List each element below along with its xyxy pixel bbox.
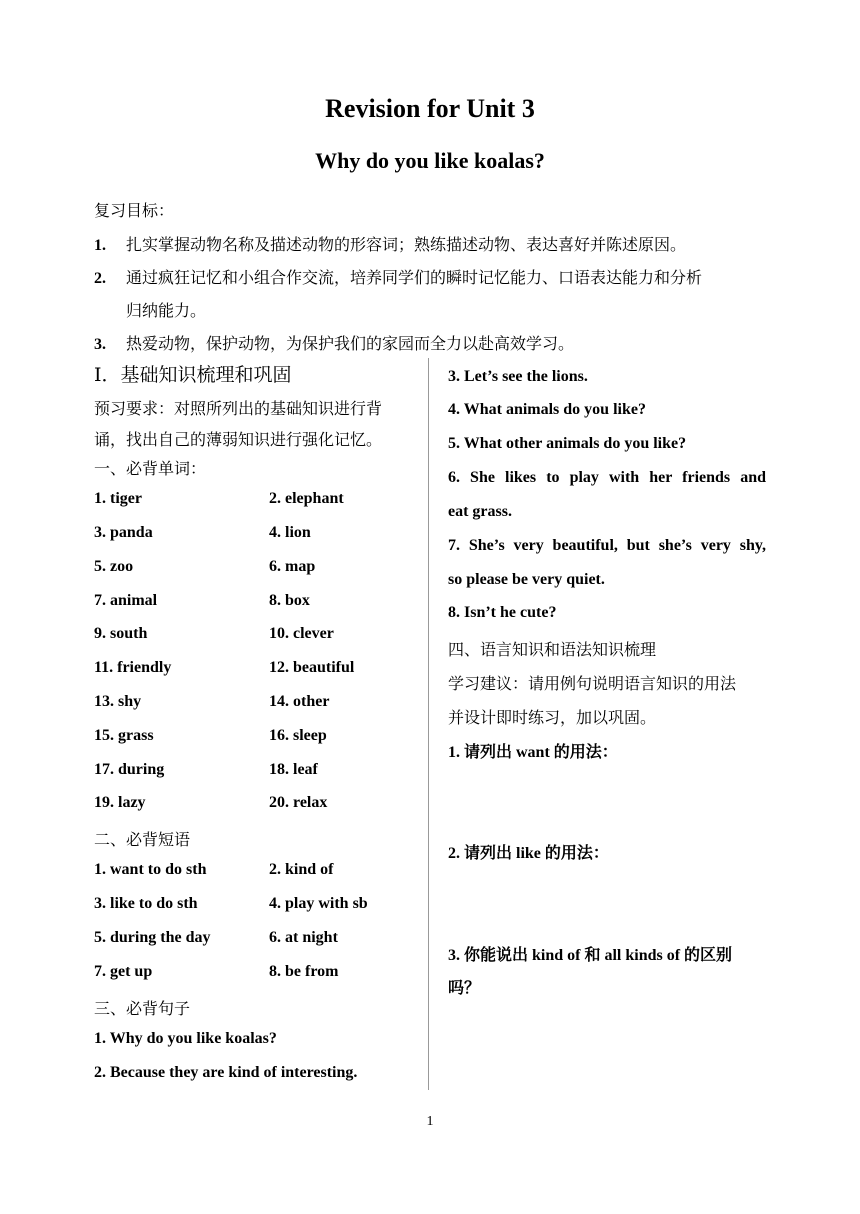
phrase-item: 4. play with sb <box>269 895 368 912</box>
goal-item-3 <box>94 331 574 354</box>
word-item: 9. south <box>94 625 148 642</box>
word-item: 16. sleep <box>269 727 327 744</box>
sentence-item: 2. Because they are kind of interesting. <box>94 1064 358 1081</box>
study-suggestion-line-1: 学习建议：请用例句说明语言知识的用法 <box>448 676 737 693</box>
word-item: 11. friendly <box>94 659 172 676</box>
question-like: 2. 请列出 like 的用法： <box>448 845 609 862</box>
word-item: 15. grass <box>94 727 154 744</box>
sentence-item: 7. She’s very beautiful, but she’s very shy, <box>448 537 766 554</box>
word-item: 4. lion <box>269 524 311 541</box>
word-item: 13. shy <box>94 693 142 710</box>
sentences-heading: 三、必背句子 <box>94 1001 191 1018</box>
words-heading: 一、必背单词： <box>94 461 207 478</box>
phrase-item: 2. kind of <box>269 861 334 878</box>
study-suggestion-line-2: 并设计即时练习，加以巩固。 <box>448 710 657 727</box>
sentence-item: 3. Let’s see the lions. <box>448 368 588 385</box>
page-title: Revision for Unit 3 <box>325 94 535 123</box>
phrase-item: 1. want to do sth <box>94 861 207 878</box>
word-item: 6. map <box>269 558 316 575</box>
word-item: 5. zoo <box>94 558 134 575</box>
sentence-item: 4. What animals do you like? <box>448 401 646 418</box>
phrases-heading: 二、必背短语 <box>94 832 191 849</box>
phrase-item: 3. like to do sth <box>94 895 198 912</box>
word-item: 8. box <box>269 592 310 609</box>
goal-number: 3. <box>94 336 106 353</box>
word-item: 17. during <box>94 761 165 778</box>
word-item: 3. panda <box>94 524 153 541</box>
word-item: 19. lazy <box>94 794 146 811</box>
sentence-item-continued: so please be very quiet. <box>448 571 605 588</box>
question-kind-of-continued: 吗？ <box>448 980 481 997</box>
goal-item-2-continued: 归纳能力。 <box>126 303 207 320</box>
word-item: 2. elephant <box>269 490 344 507</box>
sentence-item: 5. What other animals do you like? <box>448 435 687 452</box>
goal-number: 2. <box>94 270 106 287</box>
phrase-item: 7. get up <box>94 963 153 980</box>
word-item: 20. relax <box>269 794 328 811</box>
word-item: 1. tiger <box>94 490 142 507</box>
goal-item-2 <box>94 265 702 288</box>
word-item: 12. beautiful <box>269 659 355 676</box>
goal-text: 扎实掌握动物名称及描述动物的形容词；熟练描述动物、表达喜好并陈述原因。 <box>126 237 687 254</box>
sentence-item: 6. She likes to play with her friends and <box>448 469 766 486</box>
question-kind-of: 3. 你能说出 kind of 和 all kinds of 的区别 <box>448 947 733 964</box>
section-heading: Ⅰ．基础知识梳理和巩固 <box>94 365 292 386</box>
goals-heading: 复习目标： <box>94 203 175 220</box>
page-number: 1 <box>426 1114 434 1129</box>
goal-text: 通过疯狂记忆和小组合作交流，培养同学们的瞬时记忆能力、口语表达能力和分析 <box>126 270 703 287</box>
phrase-item: 8. be from <box>269 963 339 980</box>
phrase-item: 5. during the day <box>94 929 211 946</box>
sentence-item: 8. Isn’t he cute? <box>448 604 557 621</box>
phrase-item: 6. at night <box>269 929 338 946</box>
goal-text: 热爱动物，保护动物，为保护我们的家园而全力以赴高效学习。 <box>126 336 575 353</box>
word-item: 7. animal <box>94 592 158 609</box>
question-want: 1. 请列出 want 的用法： <box>448 744 618 761</box>
sentence-item-continued: eat grass. <box>448 503 512 520</box>
prep-requirement-line-2: 诵，找出自己的薄弱知识进行强化记忆。 <box>94 432 383 449</box>
prep-requirement-line-1: 预习要求：对照所列出的基础知识进行背 <box>94 401 383 418</box>
sentence-item: 1. Why do you like koalas? <box>94 1030 277 1047</box>
word-item: 10. clever <box>269 625 334 642</box>
column-divider <box>428 358 429 1090</box>
goal-number: 1. <box>94 237 106 254</box>
goal-item-1 <box>94 232 686 255</box>
grammar-heading: 四、语言知识和语法知识梳理 <box>448 642 657 659</box>
word-item: 14. other <box>269 693 330 710</box>
word-item: 18. leaf <box>269 761 318 778</box>
page-subtitle: Why do you like koalas? <box>315 148 545 173</box>
